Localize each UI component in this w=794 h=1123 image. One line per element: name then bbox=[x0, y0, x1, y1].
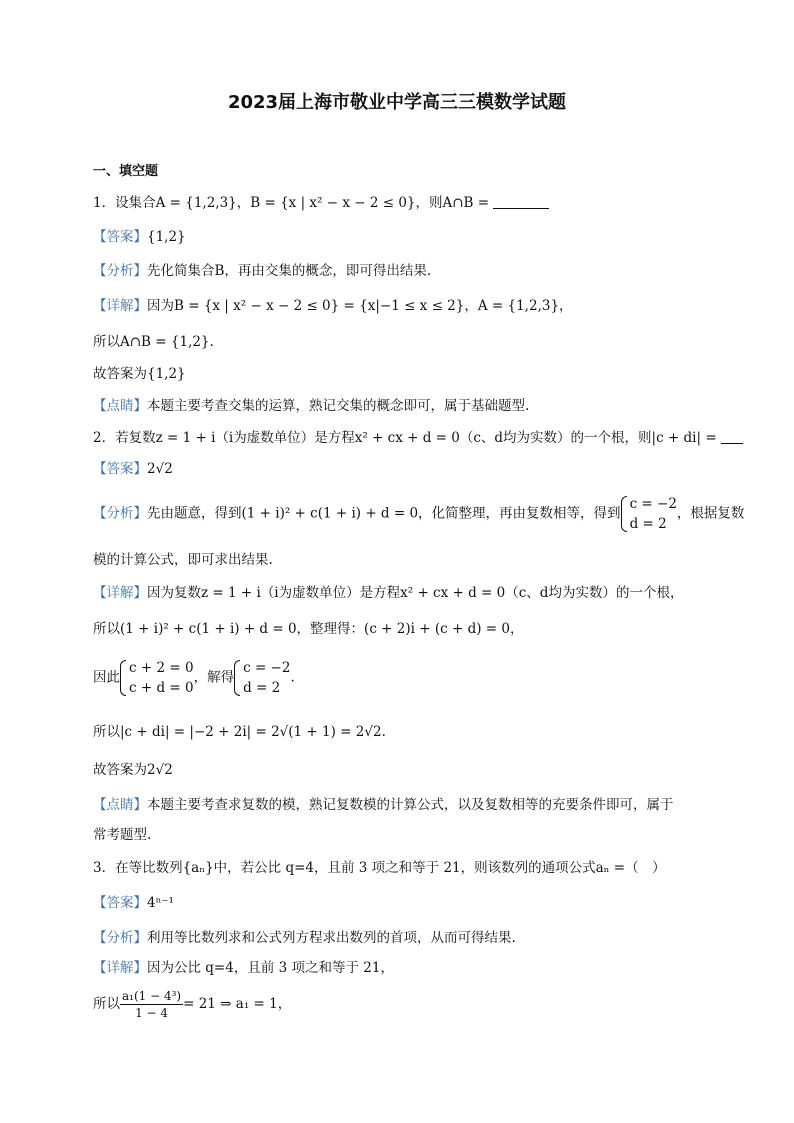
answer-blank bbox=[721, 429, 743, 444]
comment-tag: 【点睛】 bbox=[93, 398, 147, 414]
q3-analysis bbox=[93, 928, 713, 948]
q1-comment-text: 本题主要考查交集的运算，熟记交集的概念即可，属于基础题型. bbox=[147, 398, 530, 414]
comment-tag: 【点睛】 bbox=[93, 797, 147, 813]
equation-system bbox=[234, 658, 290, 698]
q2-comment bbox=[93, 795, 713, 815]
q1-detail bbox=[93, 296, 713, 316]
q2-comment-line2: 常考题型. bbox=[93, 827, 152, 843]
section-heading: 一、填空题 bbox=[93, 164, 159, 179]
fraction-denominator: 1 − 4 bbox=[135, 1006, 169, 1020]
equation-row: c + d = 0 bbox=[129, 680, 194, 696]
q1-final: 故答案为{1,2} bbox=[93, 366, 186, 382]
analysis-tag: 【分析】 bbox=[93, 505, 147, 522]
q2-line3-text-b: ，解得 bbox=[193, 669, 235, 686]
fraction bbox=[120, 988, 183, 1021]
q3-detail-line2 bbox=[93, 988, 713, 1021]
fraction-numerator: a₁(1 − 4³) bbox=[122, 989, 182, 1003]
q2-stem bbox=[93, 428, 717, 448]
q3-answer-text: 4ⁿ⁻¹ bbox=[147, 895, 174, 911]
page-title: 2023届上海市敬业中学高三三模数学试题 bbox=[227, 92, 567, 113]
q2-analysis bbox=[93, 494, 745, 534]
q2-stem-text: 2．若复数z = 1 + i（i为虚数单位）是方程x² + cx + d = 0（c、d均为实数）的一个根，则|c + di| = bbox=[93, 430, 717, 446]
answer-tag: 【答案】 bbox=[93, 461, 147, 477]
q3-detail bbox=[93, 958, 713, 978]
q1-detail-text: 因为B = {x | x² − x − 2 ≤ 0} = {x|−1 ≤ x ≤ 2}，A = {1,2,3}， bbox=[147, 298, 573, 314]
q1-stem-text: 1．设集合A = {1,2,3}，B = {x | x² − x − 2 ≤ 0}，则A∩B = bbox=[93, 195, 490, 211]
q2-analysis-text-a: 先由题意，得到(1 + i)² + c(1 + i) + d = 0，化简整理，再由复数相等，得到 bbox=[147, 505, 621, 522]
q2-final: 故答案为2√2 bbox=[93, 762, 173, 778]
detail-tag: 【详解】 bbox=[93, 960, 147, 976]
q2-detail-line2: 所以(1 + i)² + c(1 + i) + d = 0，整理得：(c + 2)i + (c + d) = 0， bbox=[93, 621, 524, 637]
q1-analysis-text: 先化简集合B，再由交集的概念，即可得出结果. bbox=[147, 263, 432, 279]
equation-row: c + 2 = 0 bbox=[129, 660, 194, 676]
q2-detail-line3 bbox=[93, 658, 713, 698]
q2-detail bbox=[93, 583, 713, 603]
q3-answer bbox=[93, 893, 713, 913]
analysis-tag: 【分析】 bbox=[93, 930, 147, 946]
equation-row: d = 2 bbox=[243, 680, 281, 696]
q2-answer bbox=[93, 459, 713, 479]
answer-tag: 【答案】 bbox=[93, 229, 147, 245]
q2-line3-text-a: 因此 bbox=[93, 669, 120, 686]
equation-system bbox=[120, 658, 194, 698]
equation-system bbox=[621, 494, 677, 534]
answer-blank bbox=[493, 194, 549, 209]
q2-detail-text: 因为复数z = 1 + i（i为虚数单位）是方程x² + cx + d = 0（c、d均为实数）的一个根， bbox=[147, 585, 684, 601]
q2-analysis-line2: 模的计算公式，即可求出结果. bbox=[93, 552, 273, 568]
q1-answer-text: {1,2} bbox=[147, 229, 186, 245]
q1-detail-line2: 所以A∩B = {1,2}. bbox=[93, 334, 214, 350]
equation-row: d = 2 bbox=[629, 516, 667, 532]
analysis-tag: 【分析】 bbox=[93, 263, 147, 279]
q3-analysis-text: 利用等比数列求和公式列方程求出数列的首项，从而可得结果. bbox=[147, 930, 516, 946]
q2-line3-text-c: . bbox=[290, 669, 295, 686]
q3-detail-text: 因为公比 q=4，且前 3 项之和等于 21， bbox=[147, 960, 394, 976]
q3-line2-text-a: 所以 bbox=[93, 996, 120, 1012]
q1-comment bbox=[93, 396, 713, 416]
answer-tag: 【答案】 bbox=[93, 895, 147, 911]
detail-tag: 【详解】 bbox=[93, 585, 147, 601]
q3-line2-text-b: = 21 ⇒ a₁ = 1， bbox=[183, 996, 292, 1012]
q1-answer bbox=[93, 227, 713, 247]
q2-comment-text: 本题主要考查求复数的模，熟记复数模的计算公式，以及复数相等的充要条件即可，属于 bbox=[147, 797, 674, 813]
q1-stem bbox=[93, 193, 713, 213]
q2-answer-text: 2√2 bbox=[147, 461, 173, 477]
q2-analysis-text-b: ，根据复数 bbox=[676, 505, 745, 522]
detail-tag: 【详解】 bbox=[93, 298, 147, 314]
q3-stem: 3．在等比数列{aₙ}中，若公比 q=4，且前 3 项之和等于 21，则该数列的通项公式aₙ =（ ） bbox=[93, 860, 666, 876]
q1-analysis bbox=[93, 261, 713, 281]
q2-detail-line4: 所以|c + di| = |−2 + 2i| = 2√(1 + 1) = 2√2. bbox=[93, 724, 386, 740]
equation-row: c = −2 bbox=[243, 660, 291, 676]
equation-row: c = −2 bbox=[629, 496, 677, 512]
